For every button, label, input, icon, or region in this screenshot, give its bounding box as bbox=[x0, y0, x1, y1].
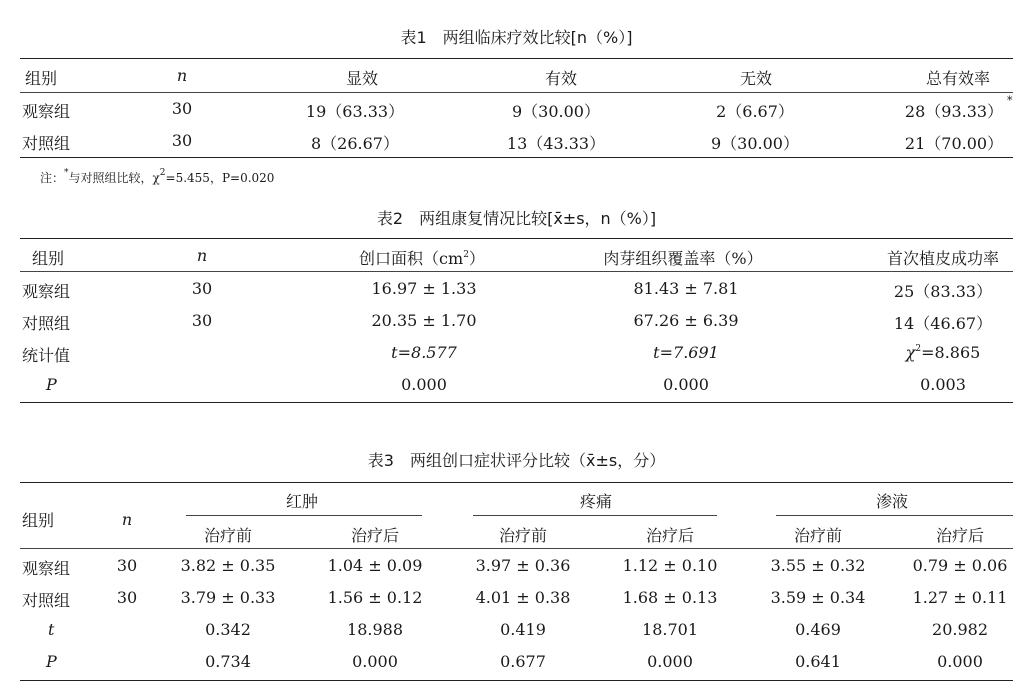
table3-bottom-rule bbox=[20, 680, 1013, 681]
table2-row1-area: 16.97 ± 1.33 bbox=[371, 279, 477, 298]
table3-row1-exudate-before: 3.55 ± 0.32 bbox=[770, 556, 866, 575]
table1-note-text: 与对照组比较，χ bbox=[68, 171, 160, 185]
table1-header-ineffective: 无效 bbox=[739, 69, 773, 88]
table1-row1-marked: 19（63.33） bbox=[305, 102, 405, 121]
table1-row2-marked: 8（26.67） bbox=[311, 134, 399, 153]
table1-row2-n: 30 bbox=[171, 131, 193, 150]
chi-value: =8.865 bbox=[921, 343, 981, 362]
table1-row2-ineffective: 9（30.00） bbox=[711, 134, 799, 153]
table2-p-graft: 0.003 bbox=[920, 375, 966, 394]
table2-header-granulation: 肉芽组织覆盖率（%） bbox=[603, 249, 763, 268]
table3-p-pain-after: 0.000 bbox=[647, 652, 693, 671]
table3-row2-redness-before: 3.79 ± 0.33 bbox=[180, 588, 276, 607]
table3-row2-pain-before: 4.01 ± 0.38 bbox=[475, 588, 571, 607]
table3-row2-group: 对照组 bbox=[22, 591, 71, 610]
pain-before-header: 治疗前 bbox=[498, 526, 548, 545]
table2-row2-granulation: 67.26 ± 6.39 bbox=[633, 311, 739, 330]
table1-top-rule bbox=[20, 58, 1013, 59]
table2-caption-title: 两组康复情况比较 bbox=[419, 209, 548, 228]
table2-row2-group: 对照组 bbox=[22, 314, 71, 333]
pain-span-rule bbox=[473, 515, 717, 516]
table2-row2-n: 30 bbox=[191, 311, 213, 330]
table3-caption-label: 表3 bbox=[367, 451, 394, 470]
symptom-pain: 疼痛 bbox=[579, 492, 613, 511]
significance-mark: * bbox=[1007, 94, 1013, 107]
table3-row2-pain-after: 1.68 ± 0.13 bbox=[622, 588, 718, 607]
table2-top-rule bbox=[20, 238, 1013, 239]
table3-header-group: 组别 bbox=[22, 511, 55, 530]
table2-stat-granulation: t=7.691 bbox=[653, 343, 719, 362]
table1-caption-title: 两组临床疗效比较 bbox=[442, 28, 571, 47]
table1-note-sup: 2 bbox=[159, 168, 166, 178]
table2-p-label: P bbox=[46, 375, 57, 394]
symptom-exudate: 渗液 bbox=[875, 492, 909, 511]
table3-row2-redness-after: 1.56 ± 0.12 bbox=[327, 588, 423, 607]
table2-row1-graft: 25（83.33） bbox=[893, 282, 993, 301]
table3-caption-title: 两组创口症状评分比较 bbox=[409, 451, 570, 470]
exudate-after-header: 治疗后 bbox=[935, 526, 985, 545]
table1-note-prefix: 注： bbox=[40, 171, 65, 185]
table1-bottom-rule bbox=[20, 157, 1013, 158]
table2-stat-graft bbox=[906, 343, 981, 362]
table3-p-exudate-after: 0.000 bbox=[937, 652, 983, 671]
table1-row2-effective: 13（43.33） bbox=[506, 134, 606, 153]
table2-p-granulation: 0.000 bbox=[663, 375, 709, 394]
table3-row1-group: 观察组 bbox=[22, 559, 71, 578]
chi-symbol: χ bbox=[905, 343, 916, 362]
table3-p-redness-after: 0.000 bbox=[352, 652, 398, 671]
table1-note-mark: * bbox=[64, 168, 69, 178]
table3-caption bbox=[0, 448, 1033, 471]
table3-p-label: P bbox=[46, 652, 57, 671]
table2-stat-area: t=8.577 bbox=[391, 343, 457, 362]
symptom-redness: 红肿 bbox=[285, 492, 319, 511]
table2-header-graft: 首次植皮成功率 bbox=[886, 249, 1000, 268]
table2-p-area: 0.000 bbox=[401, 375, 447, 394]
table3-row1-redness-before: 3.82 ± 0.35 bbox=[180, 556, 276, 575]
table1-header-group: 组别 bbox=[25, 69, 58, 88]
table1-header-n: n bbox=[176, 66, 188, 85]
table3-top-rule bbox=[20, 482, 1013, 483]
table2-row1-group: 观察组 bbox=[22, 282, 71, 301]
table2-header-area bbox=[359, 246, 485, 269]
table3-caption-suffix: （x̄±s，分） bbox=[569, 451, 666, 470]
table1-row1-effective: 9（30.00） bbox=[512, 102, 600, 121]
table1-header-marked: 显效 bbox=[345, 69, 379, 88]
exudate-before-header: 治疗前 bbox=[793, 526, 843, 545]
table1-caption-label: 表1 bbox=[400, 28, 427, 47]
table2-caption-label: 表2 bbox=[376, 209, 404, 228]
table2-header-area-sup: 2 bbox=[463, 250, 469, 260]
table3-row1-pain-before: 3.97 ± 0.36 bbox=[475, 556, 571, 575]
table2-caption bbox=[0, 206, 1033, 229]
table3-row2-exudate-after: 1.27 ± 0.11 bbox=[912, 588, 1008, 607]
table3-row2-exudate-before: 3.59 ± 0.34 bbox=[770, 588, 866, 607]
table3-row1-n: 30 bbox=[116, 556, 138, 575]
table3-t-redness-before: 0.342 bbox=[205, 620, 251, 639]
chi-sup: 2 bbox=[915, 344, 922, 354]
table1-note-stat: =5.455，P=0.020 bbox=[165, 171, 275, 185]
table1-note bbox=[40, 168, 274, 186]
table2-row1-n: 30 bbox=[191, 279, 213, 298]
table3-p-exudate-before: 0.641 bbox=[795, 652, 841, 671]
table1-caption-suffix: [n（%）] bbox=[570, 28, 633, 47]
redness-before-header: 治疗前 bbox=[203, 526, 253, 545]
table2-header-area-close: ） bbox=[468, 249, 485, 268]
table3-t-exudate-after: 20.982 bbox=[932, 620, 988, 639]
redness-after-header: 治疗后 bbox=[350, 526, 400, 545]
table3-row1-redness-after: 1.04 ± 0.09 bbox=[327, 556, 423, 575]
table3-row2-n: 30 bbox=[116, 588, 138, 607]
table3-t-pain-after: 18.701 bbox=[642, 620, 698, 639]
pain-after-header: 治疗后 bbox=[645, 526, 695, 545]
table2-header-rule bbox=[20, 271, 1013, 272]
table1-row1-n: 30 bbox=[171, 99, 193, 118]
table1-row1-ineffective: 2（6.67） bbox=[716, 102, 794, 121]
table3-p-redness-before: 0.734 bbox=[205, 652, 251, 671]
table1-header-rule bbox=[20, 92, 1013, 93]
table2-header-group: 组别 bbox=[32, 249, 65, 268]
table3-t-exudate-before: 0.469 bbox=[795, 620, 841, 639]
table3-p-pain-before: 0.677 bbox=[500, 652, 546, 671]
table1-caption bbox=[0, 25, 1033, 48]
table2-bottom-rule bbox=[20, 402, 1013, 403]
table2-caption-suffix: [x̄±s，n（%）] bbox=[547, 209, 657, 228]
table3-t-redness-after: 18.988 bbox=[347, 620, 403, 639]
table2-header-n: n bbox=[196, 246, 208, 265]
table1-row1-total: 28（93.33） bbox=[904, 102, 1004, 121]
table3-t-pain-before: 0.419 bbox=[500, 620, 546, 639]
table2-row1-granulation: 81.43 ± 7.81 bbox=[633, 279, 739, 298]
table1-row2-total: 21（70.00） bbox=[904, 134, 1004, 153]
table3-header-rule bbox=[20, 548, 1013, 549]
table2-stat-label: 统计值 bbox=[22, 346, 71, 365]
table3-t-label: t bbox=[48, 620, 55, 639]
table1-row2-group: 对照组 bbox=[22, 134, 71, 153]
table3-row1-exudate-after: 0.79 ± 0.06 bbox=[912, 556, 1008, 575]
table1-header-total: 总有效率 bbox=[925, 69, 991, 88]
exudate-span-rule bbox=[776, 515, 1013, 516]
table1-row1-group: 观察组 bbox=[22, 102, 71, 121]
table2-row2-area: 20.35 ± 1.70 bbox=[371, 311, 477, 330]
table2-row2-graft: 14（46.67） bbox=[893, 314, 993, 333]
table3-header-n: n bbox=[121, 510, 133, 529]
table1-header-effective: 有效 bbox=[544, 69, 578, 88]
table2-header-area-text: 创口面积（cm bbox=[359, 249, 464, 268]
table3-row1-pain-after: 1.12 ± 0.10 bbox=[622, 556, 718, 575]
redness-span-rule bbox=[186, 515, 422, 516]
